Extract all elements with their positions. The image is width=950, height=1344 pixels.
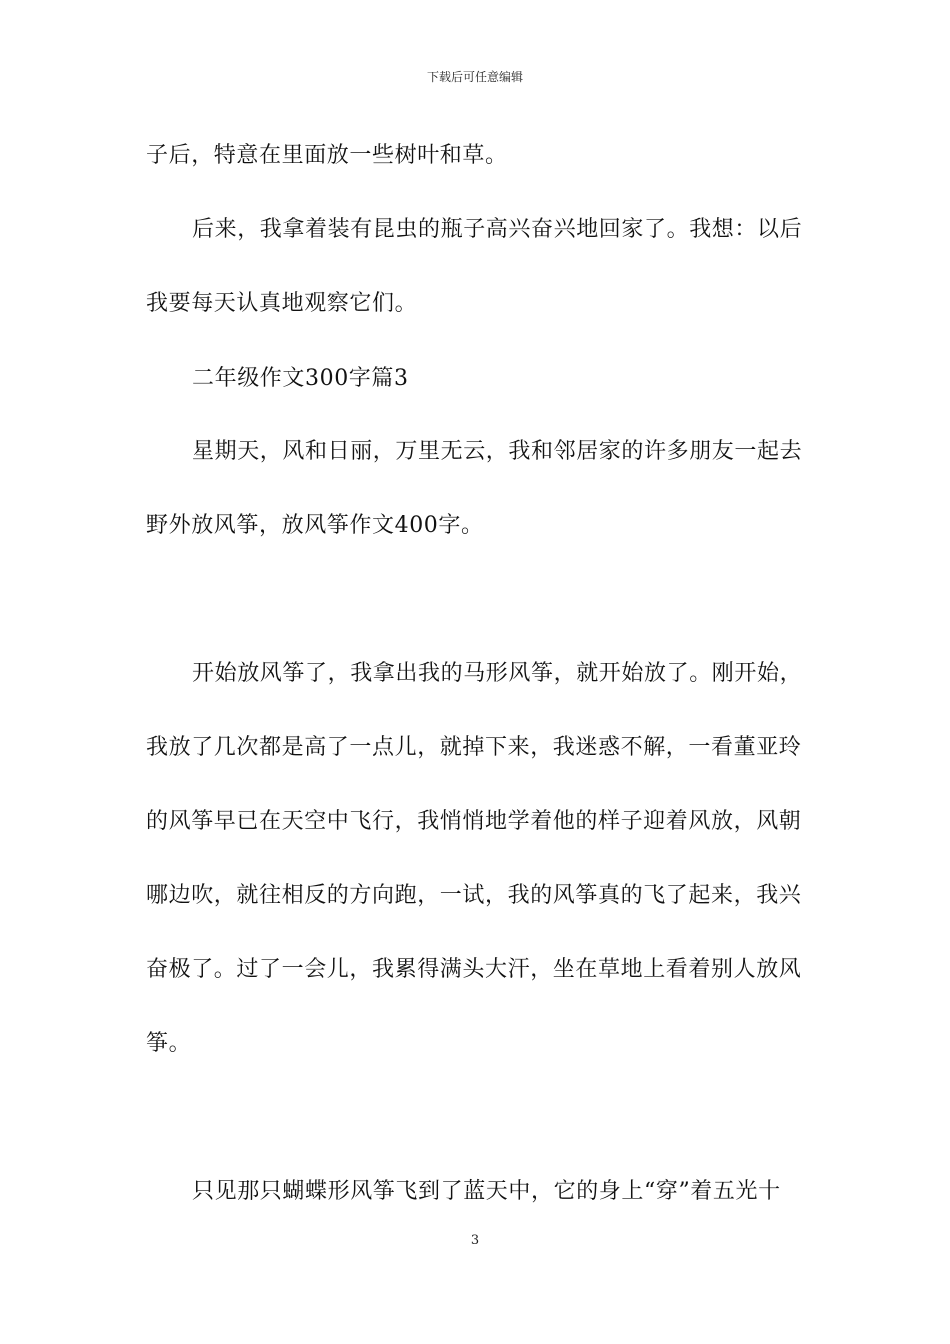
text-line: 哪边吹，就往相反的方向跑，一试，我的风筝真的飞了起来，我兴 xyxy=(146,883,802,908)
text-line: 开始放风筝了，我拿出我的马形风筝，就开始放了。刚开始， xyxy=(192,661,803,686)
text-line: 子后，特意在里面放一些树叶和草。 xyxy=(146,143,508,168)
text-line: 的风筝早已在天空中飞行，我悄悄地学着他的样子迎着风放，风朝 xyxy=(146,809,802,834)
text-line: 筝。 xyxy=(146,1031,192,1056)
text-line: 后来，我拿着装有昆虫的瓶子高兴奋兴地回家了。我想：以后 xyxy=(192,217,803,242)
page-number: 3 xyxy=(470,1233,480,1248)
text-line: 野外放风筝，放风筝作文400字。 xyxy=(146,513,484,538)
text-line: 我要每天认真地观察它们。 xyxy=(146,291,418,316)
text-line: 星期天，风和日丽，万里无云，我和邻居家的许多朋友一起去 xyxy=(192,439,803,464)
text-line: 我放了几次都是高了一点儿，就掉下来，我迷惑不解，一看董亚玲 xyxy=(146,735,802,760)
section-heading: 二年级作文300字篇3 xyxy=(192,366,409,391)
text-line: 奋极了。过了一会儿，我累得满头大汗，坐在草地上看着别人放风 xyxy=(146,957,802,982)
text-line: 只见那只蝴蝶形风筝飞到了蓝天中，它的身上“穿”着五光十 xyxy=(192,1179,781,1204)
page-header: 下载后可任意编辑 xyxy=(426,70,523,84)
